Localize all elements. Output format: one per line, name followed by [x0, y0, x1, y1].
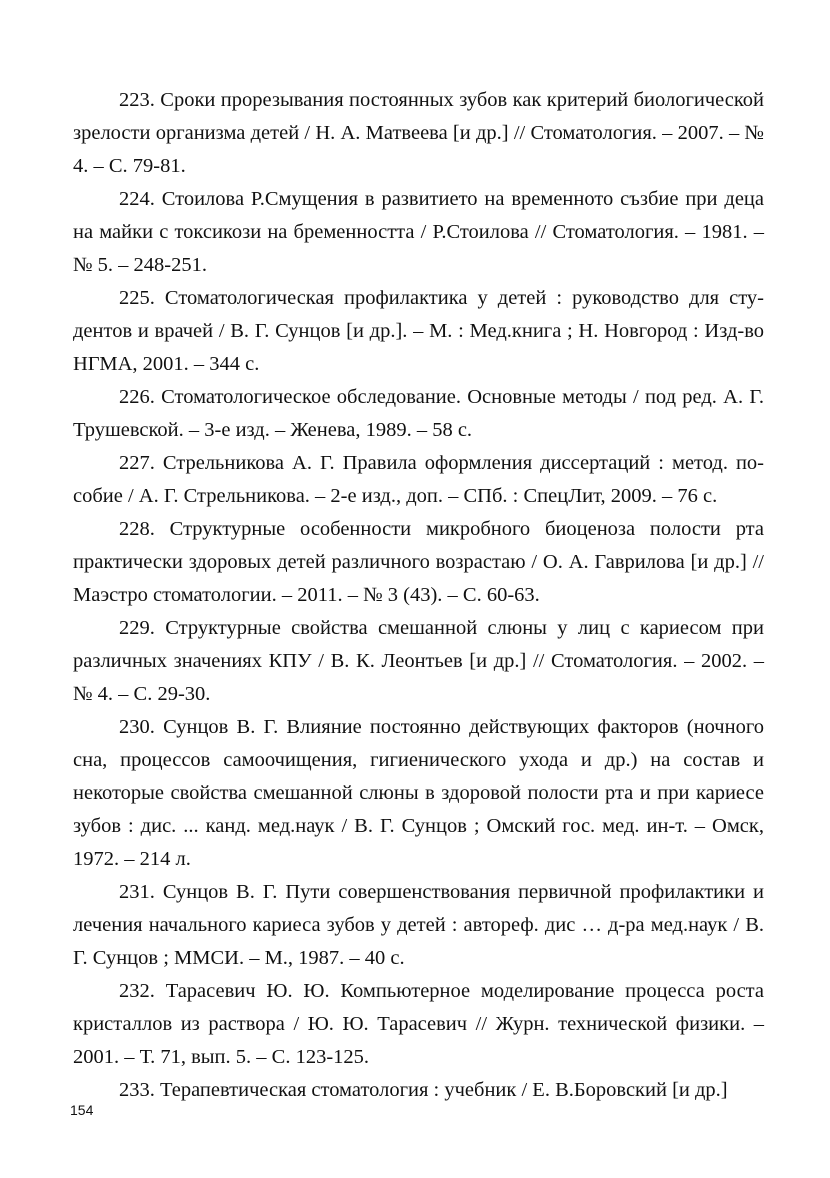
- reference-233: 233. Терапевтическая стоматология : учебник / Е. В.Боровский [и др.]: [119, 1079, 728, 1101]
- reference-229: 229. Структурные свойства смешанной слюны у лиц с кариесом при различных значениях КПУ / В. К. Леонтьев [и др.] // Стоматология. – 2002. – № 4. – С. 29-30.: [73, 617, 764, 705]
- reference-224: 224. Стоилова Р.Смущения в развитието на временното съзбие при деца на майки с токсикози на бременността / Р.Стоилова // Стоматология. – 1981. – № 5. – 248-251.: [73, 188, 764, 276]
- reference-227: 227. Стрельникова А. Г. Правила оформления диссертаций : метод. пособие / А. Г. Стрельникова. – 2-е изд., доп. – СПб. : СпецЛит, 2009. – 76 с.: [73, 452, 764, 507]
- reference-223: 223. Сроки прорезывания постоянных зубов как критерий биологической зрелости организма детей / Н. А. Матвеева [и др.] // Стоматология. – 2007. – № 4. – С. 79-81.: [73, 89, 764, 177]
- reference-230: 230. Сунцов В. Г. Влияние постоянно действующих факторов (ночного сна, процессов самоочищения, гигиенического ухода и др.) на состав и некоторые свойства смешанной слюны в здоровой полости рта и при кариесе зубов : дис. ... канд. мед.наук / В. Г. Сунцов ; Омский гос. мед. ин-т. – Омск, 1972. – 214 л.: [73, 716, 764, 870]
- reference-231: 231. Сунцов В. Г. Пути совершенствования первичной профилактики и лечения начального кариеса зубов у детей : автореф. дис … д-ра мед.наук / В. Г. Сунцов ; ММСИ. – М., 1987. – 40 с.: [73, 881, 764, 969]
- reference-228: 228. Структурные особенности микробного биоценоза полости рта практически здоровых детей различного возрастаю / О. А. Гаврилова [и др.] // Маэстро стоматологии. – 2011. – № 3 (43). – С. 60-63.: [73, 518, 764, 606]
- page-number: 154: [70, 1102, 94, 1118]
- reference-226: 226. Стоматологическое обследование. Основные методы / под ред. А. Г. Трушевской. – 3-е изд. – Женева, 1989. – 58 с.: [73, 386, 764, 441]
- reference-list: [73, 84, 764, 1107]
- reference-232: 232. Тарасевич Ю. Ю. Компьютерное моделирование процесса роста кристаллов из раствора / Ю. Ю. Тарасевич // Журн. технической физики. – 2001. – Т. 71, вып. 5. – С. 123-125.: [73, 980, 764, 1068]
- reference-225: 225. Стоматологическая профилактика у детей : руководство для студентов и врачей / В. Г. Сунцов [и др.]. – М. : Мед.книга ; Н. Новгород : Изд-во НГМА, 2001. – 344 с.: [73, 287, 764, 375]
